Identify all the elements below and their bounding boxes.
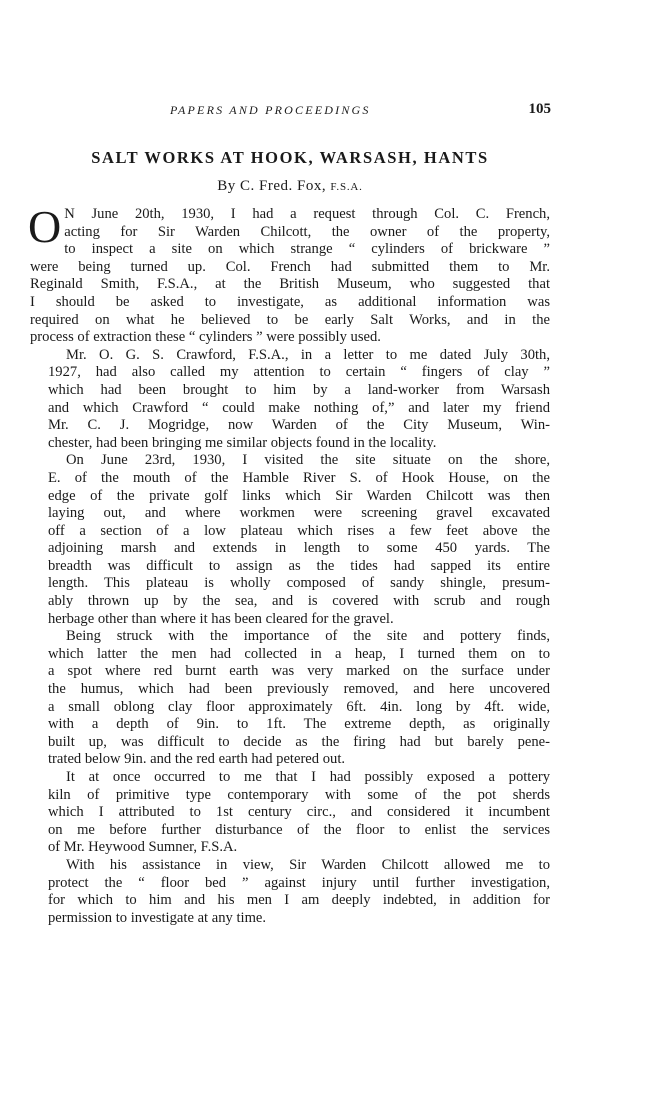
text-line: laying out, and where workmen were screening gravel excavated: [48, 505, 550, 522]
text-line: length. This plateau is wholly composed of sandy shingle, presum-: [48, 575, 550, 592]
text-line: permission to investigate at any time.: [48, 909, 267, 926]
text-line: edge of the private golf links which Sir Warden Chilcott was then: [48, 487, 550, 504]
text-line: protect the “ floor bed ” against injury until further investigation,: [48, 874, 550, 891]
paragraph: [30, 452, 550, 628]
text-line: 1927, had also called my attention to certain “ fingers of clay ”: [48, 364, 550, 381]
text-line: built up, was difficult to decide as the firing had but barely pene-: [48, 733, 550, 750]
text-line: Reginald Smith, F.S.A., at the British Museum, who suggested that: [30, 276, 550, 293]
paragraph: [30, 628, 550, 769]
paragraph: [30, 857, 550, 927]
text-line: ably thrown up by the sea, and is covered with scrub and rough: [48, 593, 550, 610]
byline-suffix: F.S.A.: [330, 181, 363, 193]
text-line: herbage other than where it has been cleared for the gravel.: [48, 610, 394, 627]
text-line: With his assistance in view, Sir Warden Chilcott allowed me to: [66, 856, 550, 873]
text-line: Mr. C. J. Mogridge, now Warden of the City Museum, Win-: [48, 417, 550, 434]
text-line: were being turned up. Col. French had submitted them to Mr.: [30, 258, 550, 275]
text-line: adjoining marsh and extends in length to some 450 yards. The: [48, 540, 550, 557]
text-line: Being struck with the importance of the site and pottery finds,: [66, 628, 550, 645]
text-line: On June 23rd, 1930, I visited the site situate on the shore,: [66, 452, 550, 469]
text-line: off a section of a low plateau which rises a few feet above the: [48, 522, 550, 539]
text-line: E. of the mouth of the Hamble River S. of Hook House, on the: [48, 469, 550, 486]
text-line: with a depth of 9in. to 1ft. The extreme depth, as originally: [48, 716, 550, 733]
text-line: kiln of primitive type contemporary with some of the pot sherds: [48, 786, 550, 803]
text-line: N June 20th, 1930, I had a request through Col. C. French,: [64, 206, 550, 222]
text-line: a small oblong clay floor approximately 6ft. 4in. long by 4ft. wide,: [48, 698, 550, 715]
text-line: Mr. O. G. S. Crawford, F.S.A., in a letter to me dated July 30th,: [66, 346, 550, 363]
text-line: of Mr. Heywood Sumner, F.S.A.: [48, 839, 238, 856]
paragraph: [30, 347, 550, 453]
text-line: I should be asked to investigate, as additional information was: [30, 293, 550, 310]
text-line: trated below 9in. and the red earth had petered out.: [48, 751, 346, 768]
text-line: the humus, which had been previously removed, and here uncovered: [48, 681, 550, 698]
text-line: chester, had been bringing me similar objects found in the locality.: [48, 434, 437, 451]
text-line: to inspect a site on which strange “ cylinders of brickware ”: [64, 241, 550, 258]
drop-cap: O: [28, 201, 62, 252]
text-line: a spot where red burnt earth was very marked on the surface under: [48, 663, 550, 680]
text-line: for which to him and his men I am deeply indebted, in addition for: [48, 892, 550, 909]
running-title: PAPERS AND PROCEEDINGS: [170, 103, 371, 117]
text-line: It at once occurred to me that I had possibly exposed a pottery: [66, 769, 550, 785]
byline-author: By C. Fred. Fox,: [217, 178, 327, 194]
article-title: SALT WORKS AT HOOK, WARSASH, HANTS: [91, 148, 489, 167]
article-body: [28, 201, 550, 927]
text-line: and which Crawford “ could make nothing of,” and later my friend: [48, 399, 550, 416]
paragraph: [30, 769, 550, 857]
text-line: which I attributed to 1st century circ., and considered it incumbent: [48, 804, 550, 821]
page-number: 105: [528, 101, 551, 117]
text-line: process of extraction these “ cylinders ” were possibly used.: [30, 329, 381, 346]
text-line: breadth was difficult to assign as the tides had sapped its entire: [48, 557, 550, 574]
byline: [30, 178, 550, 195]
text-line: acting for Sir Warden Chilcott, the owner of the property,: [64, 223, 550, 240]
text-line: required on what he believed to be early Salt Works, and in the: [30, 311, 550, 328]
text-line: on me before further disturbance of the floor to enlist the services: [48, 821, 550, 838]
text-line: which had been brought to him by a land-worker from Warsash: [48, 381, 550, 398]
running-head: [30, 103, 550, 121]
text-line: which latter the men had collected in a heap, I turned them on to: [48, 645, 550, 662]
paragraph: [28, 201, 550, 347]
